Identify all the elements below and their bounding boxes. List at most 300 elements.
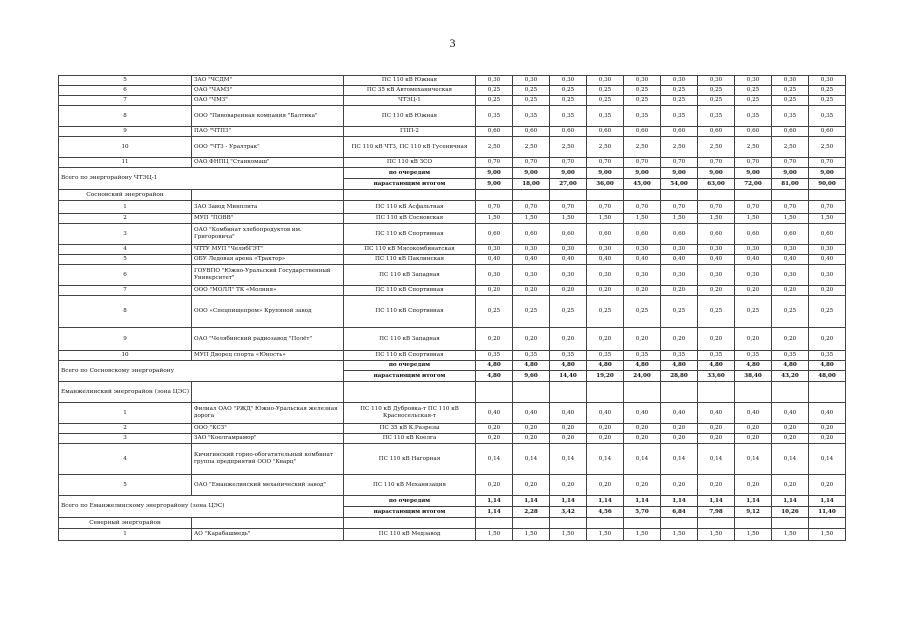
value-cell: 0,30 [513,76,550,86]
total-value-cell: 9,00 [735,168,772,179]
load-schedule-table [58,75,846,541]
value-cell: 0,70 [698,201,735,214]
value-cell: 0,40 [624,255,661,265]
value-cell: 0,30 [772,76,809,86]
value-cell: 0,20 [624,286,661,296]
value-cell: 0,30 [550,265,587,286]
table-row [59,137,846,158]
value-cell: 0,40 [735,255,772,265]
total-label: Всего по Сосновскому энергорайону [59,361,344,382]
value-cell: 0,40 [587,403,624,424]
value-cell: 0,30 [624,76,661,86]
value-cell: 0,40 [550,403,587,424]
value-cell: 1,50 [772,214,809,224]
value-cell: 0,60 [735,127,772,137]
value-cell: 0,20 [698,424,735,434]
organization-name: ОАО "ЧАМЗ" [192,86,344,96]
empty-cell [698,518,735,529]
empty-cell [698,382,735,403]
substation-name: ПС 110 кВ Сосновская [344,214,476,224]
value-cell: 0,20 [624,434,661,444]
value-cell: 0,20 [476,434,513,444]
total-value-cell: 3,42 [550,507,587,518]
value-cell: 0,60 [550,127,587,137]
value-cell: 0,25 [698,296,735,328]
value-cell: 0,25 [809,96,846,106]
total-value-cell: 19,20 [587,371,624,382]
substation-name: ПС 110 кВ Дубровка-т ПС 110 кВ Красносельская-т [344,403,476,424]
value-cell: 0,20 [550,286,587,296]
empty-cell [476,382,513,403]
value-cell: 0,40 [476,255,513,265]
substation-name: ПС 110 кВ Спортивная [344,296,476,328]
value-cell: 0,60 [661,127,698,137]
value-cell: 0,25 [513,86,550,96]
empty-cell [476,518,513,529]
organization-name: ОАО "Комбинат хлебопродуктов им. Григоровича" [192,224,344,245]
value-cell: 0,70 [809,158,846,168]
total-value-cell: 9,00 [772,168,809,179]
value-cell: 1,50 [772,529,809,541]
value-cell: 0,14 [476,444,513,475]
value-cell: 0,70 [735,201,772,214]
value-cell: 0,20 [772,286,809,296]
organization-name: ПАО "ЧТПЗ" [192,127,344,137]
total-type-label: по очередям [344,361,476,371]
value-cell: 0,25 [735,96,772,106]
value-cell: 0,20 [735,434,772,444]
total-value-cell: 1,14 [661,496,698,507]
total-label: Всего по энергорайону ЧТЭЦ-1 [59,168,344,190]
total-value-cell: 5,70 [624,507,661,518]
value-cell: 0,60 [735,224,772,245]
table-row [59,158,846,168]
total-value-cell: 9,00 [698,168,735,179]
value-cell: 0,20 [661,286,698,296]
value-cell: 0,20 [513,424,550,434]
value-cell: 0,25 [550,96,587,106]
value-cell: 1,50 [809,529,846,541]
table-row [59,265,846,286]
value-cell: 0,35 [735,351,772,361]
total-value-cell: 4,80 [624,361,661,371]
table-row [59,76,846,86]
value-cell: 0,30 [513,265,550,286]
value-cell: 0,40 [772,403,809,424]
value-cell: 0,70 [476,158,513,168]
value-cell: 0,20 [735,424,772,434]
value-cell: 1,50 [550,214,587,224]
value-cell: 1,50 [587,529,624,541]
value-cell: 0,20 [661,434,698,444]
value-cell: 0,20 [661,475,698,496]
total-value-cell: 9,60 [513,371,550,382]
value-cell: 0,25 [735,86,772,96]
value-cell: 0,20 [513,328,550,351]
value-cell: 0,35 [476,106,513,127]
value-cell: 0,40 [587,255,624,265]
value-cell: 0,70 [661,201,698,214]
value-cell: 0,35 [513,351,550,361]
value-cell: 0,20 [550,424,587,434]
value-cell: 0,25 [624,86,661,96]
value-cell: 0,25 [476,296,513,328]
substation-name: ПС 110 кВ Механизация [344,475,476,496]
value-cell: 0,30 [661,245,698,255]
total-value-cell: 1,14 [624,496,661,507]
value-cell: 0,60 [809,127,846,137]
empty-cell [735,518,772,529]
value-cell: 0,25 [698,96,735,106]
value-cell: 0,70 [698,158,735,168]
empty-cell [587,382,624,403]
total-value-cell: 4,80 [772,361,809,371]
substation-name: ПС 110 кВ Медзавод [344,529,476,541]
value-cell: 0,25 [587,86,624,96]
value-cell: 0,20 [735,328,772,351]
section-title: Сосновский энергорайон [59,190,192,201]
value-cell: 0,30 [624,265,661,286]
value-cell: 0,70 [735,158,772,168]
organization-name: ОАО "ЧМЗ" [192,96,344,106]
empty-cell [772,518,809,529]
value-cell: 0,30 [735,265,772,286]
total-value-cell: 1,14 [735,496,772,507]
value-cell: 0,20 [550,328,587,351]
organization-name: ООО "КСЗ" [192,424,344,434]
value-cell: 0,35 [476,351,513,361]
substation-name: ПС 110 кВ Спортивная [344,224,476,245]
total-value-cell: 81,00 [772,179,809,190]
value-cell: 0,30 [698,76,735,86]
value-cell: 0,25 [550,86,587,96]
organization-name: ЗАО "ЧСДМ" [192,76,344,86]
value-cell: 0,30 [809,245,846,255]
value-cell: 0,20 [772,475,809,496]
value-cell: 1,50 [587,214,624,224]
value-cell: 0,35 [735,106,772,127]
value-cell: 0,35 [698,106,735,127]
total-value-cell: 9,00 [513,168,550,179]
value-cell: 0,25 [587,296,624,328]
empty-cell [476,190,513,201]
empty-cell [809,190,846,201]
value-cell: 0,60 [513,224,550,245]
row-number: 6 [59,265,192,286]
empty-cell [661,518,698,529]
value-cell: 0,70 [661,158,698,168]
empty-cell [735,190,772,201]
section-title: Еманжелинский энергорайон (зона ЦЭС) [59,382,192,403]
total-value-cell: 2,28 [513,507,550,518]
table-row [59,106,846,127]
total-value-cell: 4,80 [809,361,846,371]
value-cell: 0,70 [476,201,513,214]
value-cell: 0,35 [550,351,587,361]
total-value-cell: 9,00 [550,168,587,179]
total-value-cell: 9,12 [735,507,772,518]
value-cell: 0,20 [476,328,513,351]
organization-name: Филиал ОАО "РЖД" Южно-Уральская железная дорога [192,403,344,424]
substation-name: ПС 110 кВ Паклинская [344,255,476,265]
value-cell: 0,30 [698,245,735,255]
organization-name: ОАО "Челябинский радиозавод "Полёт" [192,328,344,351]
empty-cell [735,382,772,403]
substation-name: ПС 110 кВ Коелга [344,434,476,444]
value-cell: 0,35 [513,106,550,127]
value-cell: 0,40 [698,403,735,424]
value-cell: 0,25 [735,296,772,328]
value-cell: 0,35 [624,106,661,127]
substation-name: ПС 110 кВ Западная [344,328,476,351]
empty-cell [344,190,476,201]
value-cell: 0,60 [772,127,809,137]
value-cell: 0,20 [550,475,587,496]
row-number: 9 [59,127,192,137]
value-cell: 0,30 [587,245,624,255]
total-value-cell: 4,80 [587,361,624,371]
organization-name: ОАО "Еманжелинский механический завод" [192,475,344,496]
value-cell: 0,20 [550,434,587,444]
total-value-cell: 36,00 [587,179,624,190]
empty-cell [624,382,661,403]
total-value-cell: 1,14 [513,496,550,507]
table-row [59,255,846,265]
total-value-cell: 1,14 [809,496,846,507]
value-cell: 0,20 [587,328,624,351]
value-cell: 0,25 [772,96,809,106]
value-cell: 0,20 [476,424,513,434]
value-cell: 0,30 [550,245,587,255]
table-body [59,76,846,541]
table-row [59,424,846,434]
total-value-cell: 9,00 [809,168,846,179]
value-cell: 0,70 [809,201,846,214]
empty-cell [772,190,809,201]
organization-name: ООО "МОЛЛ" ТК «Молния» [192,286,344,296]
value-cell: 2,50 [809,137,846,158]
value-cell: 0,60 [476,224,513,245]
total-type-label: нарастающим итогом [344,179,476,190]
table-row [59,245,846,255]
total-value-cell: 10,26 [772,507,809,518]
value-cell: 0,70 [772,201,809,214]
substation-name: ПС 110 кВ Мясокомбинатская [344,245,476,255]
value-cell: 0,20 [513,475,550,496]
value-cell: 0,70 [550,201,587,214]
table-row [59,286,846,296]
total-value-cell: 1,14 [550,496,587,507]
substation-name: ПС 110 кВ Спортивная [344,286,476,296]
substation-name: ЧТЭЦ-1 [344,96,476,106]
value-cell: 2,50 [661,137,698,158]
table-row [59,86,846,96]
empty-cell [513,190,550,201]
total-value-cell: 63,00 [698,179,735,190]
row-number: 11 [59,158,192,168]
total-value-cell: 4,80 [550,361,587,371]
value-cell: 1,50 [513,529,550,541]
total-value-cell: 4,80 [476,371,513,382]
substation-name: ПС 110 кВ ЧТЗ, ПС 110 кВ Гусеничная [344,137,476,158]
substation-name: ГПП-2 [344,127,476,137]
row-number: 2 [59,214,192,224]
empty-cell [772,382,809,403]
value-cell: 0,25 [698,86,735,96]
organization-name: ООО "Пивоваренная компания "Балтика" [192,106,344,127]
value-cell: 0,20 [624,424,661,434]
value-cell: 0,70 [587,158,624,168]
organization-name: ОБУ Ледовая арена «Трактор» [192,255,344,265]
value-cell: 0,40 [809,255,846,265]
empty-cell [661,382,698,403]
value-cell: 0,35 [809,351,846,361]
value-cell: 0,20 [661,328,698,351]
value-cell: 0,25 [772,296,809,328]
organization-name: АО "Карабашмедь" [192,529,344,541]
total-value-cell: 9,00 [476,168,513,179]
value-cell: 0,30 [661,265,698,286]
empty-cell [661,190,698,201]
total-value-cell: 4,80 [513,361,550,371]
total-value-cell: 38,40 [735,371,772,382]
value-cell: 0,60 [772,224,809,245]
value-cell: 0,35 [772,106,809,127]
value-cell: 0,20 [698,475,735,496]
value-cell: 0,35 [698,351,735,361]
value-cell: 0,60 [513,127,550,137]
value-cell: 0,60 [809,224,846,245]
organization-name: ООО «Спецпищепром» Крупяной завод [192,296,344,328]
value-cell: 0,35 [624,351,661,361]
value-cell: 0,30 [661,76,698,86]
value-cell: 0,35 [772,351,809,361]
table-row [59,214,846,224]
empty-cell [344,518,476,529]
value-cell: 0,60 [587,224,624,245]
value-cell: 0,35 [550,106,587,127]
total-value-cell: 4,80 [735,361,772,371]
section-header-row [59,382,846,403]
total-value-cell: 1,14 [698,496,735,507]
value-cell: 0,30 [476,265,513,286]
value-cell: 0,30 [698,265,735,286]
value-cell: 0,20 [476,286,513,296]
value-cell: 2,50 [624,137,661,158]
substation-name: ПС 110 кВ Южная [344,106,476,127]
total-value-cell: 7,98 [698,507,735,518]
value-cell: 0,40 [698,255,735,265]
row-number: 10 [59,351,192,361]
value-cell: 1,50 [698,529,735,541]
value-cell: 0,30 [735,76,772,86]
table-row [59,96,846,106]
total-value-cell: 24,00 [624,371,661,382]
value-cell: 0,25 [809,86,846,96]
value-cell: 0,14 [513,444,550,475]
empty-cell [513,382,550,403]
value-cell: 0,20 [809,328,846,351]
row-number: 6 [59,86,192,96]
empty-cell [587,190,624,201]
total-value-cell: 4,80 [476,361,513,371]
total-value-cell: 14,40 [550,371,587,382]
substation-name: ПС 110 кВ Южная [344,76,476,86]
value-cell: 0,20 [624,475,661,496]
value-cell: 0,20 [513,434,550,444]
table-row [59,328,846,351]
row-number: 8 [59,296,192,328]
value-cell: 0,20 [698,286,735,296]
row-number: 3 [59,434,192,444]
empty-cell [587,518,624,529]
value-cell: 0,70 [550,158,587,168]
value-cell: 1,50 [661,214,698,224]
total-type-label: нарастающим итогом [344,371,476,382]
row-number: 9 [59,328,192,351]
value-cell: 0,70 [624,201,661,214]
value-cell: 0,30 [476,245,513,255]
value-cell: 0,20 [809,475,846,496]
empty-cell [192,518,344,529]
value-cell: 0,60 [624,127,661,137]
value-cell: 1,50 [550,529,587,541]
row-number: 1 [59,201,192,214]
value-cell: 0,70 [513,158,550,168]
value-cell: 0,40 [661,255,698,265]
total-value-cell: 4,56 [587,507,624,518]
value-cell: 1,50 [513,214,550,224]
value-cell: 0,20 [809,286,846,296]
empty-cell [809,518,846,529]
total-value-cell: 72,00 [735,179,772,190]
row-number: 2 [59,424,192,434]
value-cell: 0,35 [587,351,624,361]
total-type-label: по очередям [344,496,476,507]
organization-name: ЗАО Завод Минплита [192,201,344,214]
total-row [59,168,846,179]
section-header-row [59,518,846,529]
total-value-cell: 1,14 [476,507,513,518]
value-cell: 0,30 [809,265,846,286]
empty-cell [809,382,846,403]
value-cell: 0,30 [513,245,550,255]
total-value-cell: 48,00 [809,371,846,382]
empty-cell [550,190,587,201]
table-row [59,127,846,137]
substation-name: ПС 110 кВ Спортивная [344,351,476,361]
total-value-cell: 33,60 [698,371,735,382]
empty-cell [192,382,344,403]
row-number: 5 [59,475,192,496]
value-cell: 0,14 [550,444,587,475]
value-cell: 0,30 [624,245,661,255]
value-cell: 0,20 [587,424,624,434]
section-title: Северный энергорайон [59,518,192,529]
value-cell: 0,40 [661,403,698,424]
value-cell: 0,25 [661,296,698,328]
value-cell: 0,30 [587,76,624,86]
value-cell: 0,40 [513,403,550,424]
empty-cell [513,518,550,529]
value-cell: 1,50 [809,214,846,224]
row-number: 5 [59,255,192,265]
value-cell: 2,50 [513,137,550,158]
value-cell: 0,70 [513,201,550,214]
value-cell: 0,14 [624,444,661,475]
row-number: 10 [59,137,192,158]
table-row [59,529,846,541]
